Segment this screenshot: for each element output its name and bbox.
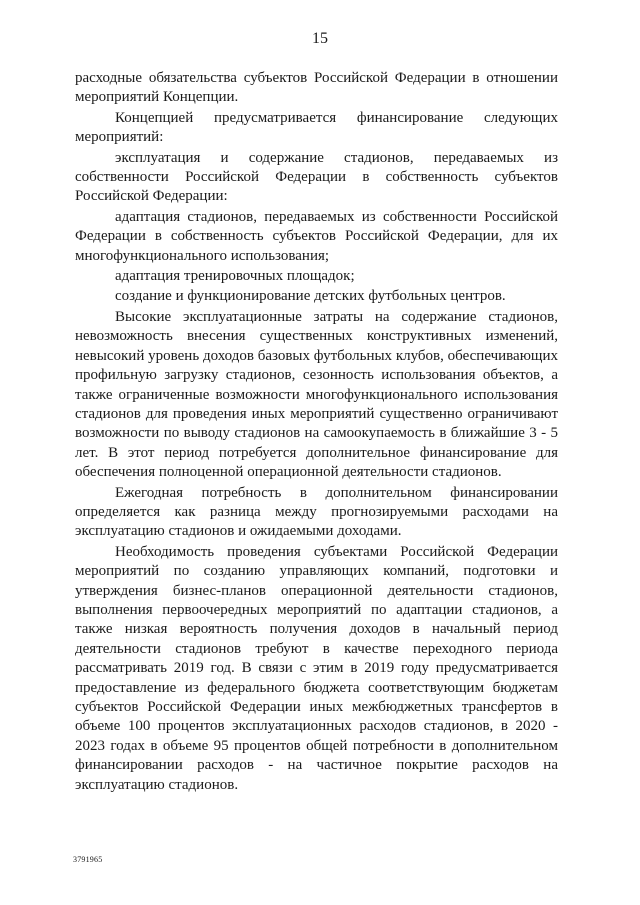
document-id: 3791965: [73, 855, 103, 864]
paragraph-annual-need: Ежегодная потребность в дополнительном финансировании определяется как разница между прогнозируемыми расходами на эксплуатацию стадионов и ожидаемыми доходами.: [75, 484, 558, 540]
page-number: 15: [312, 30, 328, 47]
list-item-operation: эксплуатация и содержание стадионов, передаваемых из собственности Российской Федерации в собственность субъектов Российской Федерации:: [75, 149, 558, 205]
paragraph-costs: Высокие эксплуатационные затраты на содержание стадионов, невозможность внесения существенных конструктивных изменений, невысокий уровень доходов базовых футбольных клубов, обеспечивающих профильную загрузку стадионов, сезонность использования объектов, а также ограниченные возможности многофункционального использования стадионов для проведения иных мероприятий существенно ограничивают возможности по выводу стадионов на самоокупаемость в ближайшие 3 - 5 лет. В этот период потребуется дополнительное финансирование для обеспечения полноценной операционной деятельности стадионов.: [75, 308, 558, 481]
paragraph-continuation: расходные обязательства субъектов Российской Федерации в отношении мероприятий Концепции.: [75, 70, 558, 106]
paragraph-transfers: Необходимость проведения субъектами Российской Федерации мероприятий по созданию управляющих компаний, подготовки и утверждения бизнес-планов операционной деятельности стадионов, выполнения первоочередных мероприятий по адаптации стадионов, а также низкая вероятность получения доходов в начальный период деятельности стадионов требуют в качестве переходного периода рассматривать 2019 год. В связи с этим в 2019 году предусматривается предоставление из федерального бюджета соответствующим бюджетам субъектов Российской Федерации иных межбюджетных трансфертов в объеме 100 процентов эксплуатационных расходов стадионов, в 2020 - 2023 годах в объеме 95 процентов общей потребности в дополнительном финансировании расходов - на частичное покрытие расходов на эксплуатацию стадионов.: [75, 543, 558, 793]
paragraph-funding-intro: Концепцией предусматривается финансирование следующих мероприятий:: [75, 109, 558, 146]
document-body: [75, 69, 558, 796]
list-item-stadium-adaptation: адаптация стадионов, передаваемых из собственности Российской Федерации в собственность субъектов Российской Федерации, для их многофункционального использования;: [75, 208, 558, 264]
list-item-training-grounds: адаптация тренировочных площадок;: [115, 268, 355, 285]
list-item-football-centers: создание и функционирование детских футбольных центров.: [115, 288, 506, 305]
